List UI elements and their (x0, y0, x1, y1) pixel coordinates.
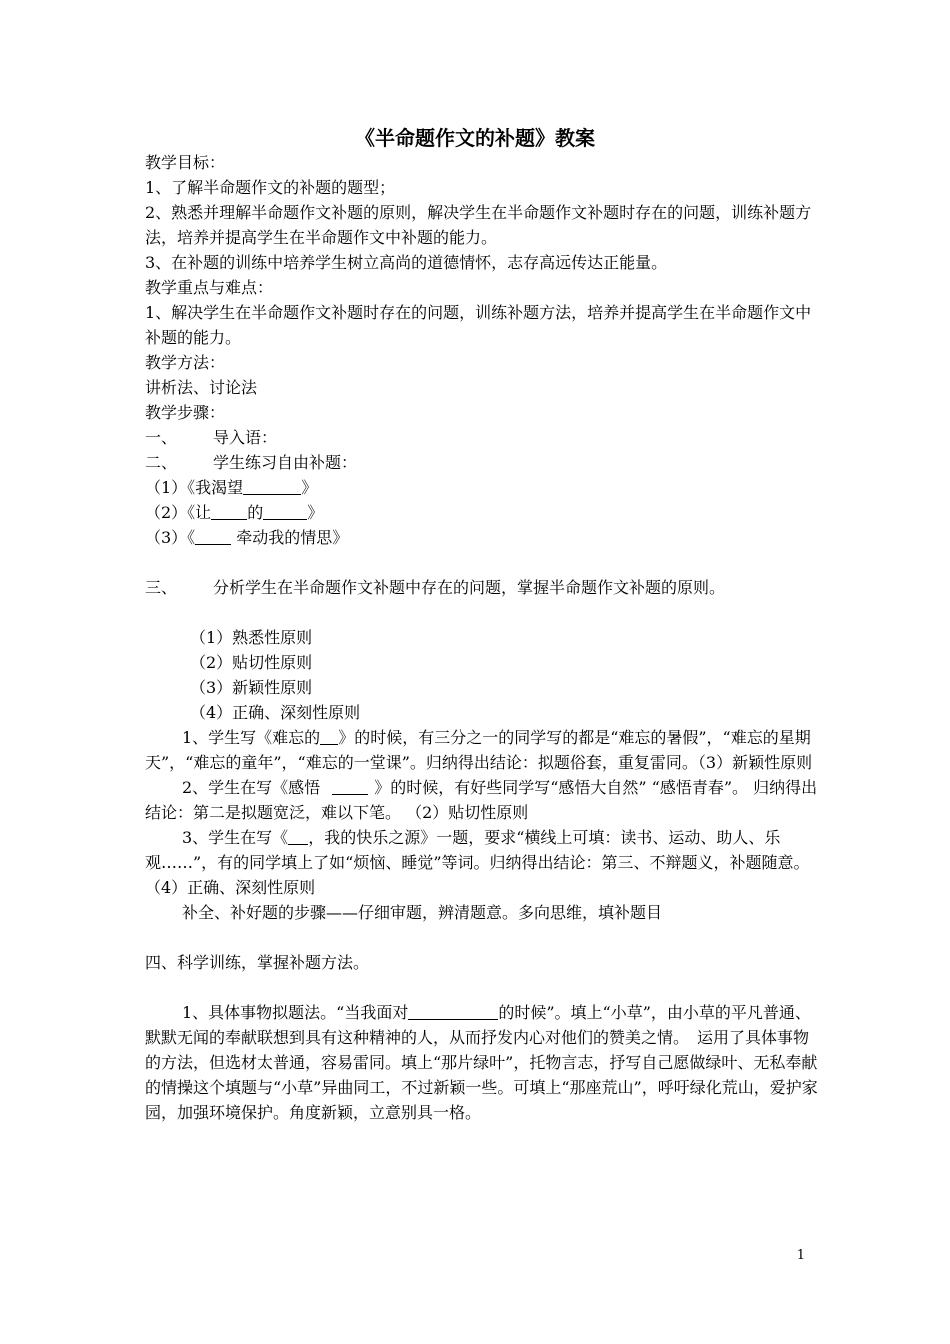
step-text: 分析学生在半命题作文补题中存在的问题，掌握半命题作文补题的原则。 (213, 578, 726, 597)
case-text: 》的时候，有好些同学写“感悟大自然” “感悟青春”。 归纳得出结论：第二是拟题宽泛，难以下笔。 （2）贴切性原则 (145, 778, 818, 822)
paragraph-text: 1、具体事物拟题法。“当我面对 (182, 1003, 409, 1022)
summary-text: 补全、补好题的步骤——仔细审题，辨清题意。多向思维，填补题目 (182, 903, 663, 922)
fill-blank (263, 503, 307, 520)
step-text: 导入语： (213, 428, 278, 447)
case-text: ，我的快乐之源》一题，要求“横线上可填：读书、运动、助人、乐观……”，有的同学填上了如“烦恼、睡觉”等词。归纳得出结论：第三、不辩题义，补题随意。（4）正确、深刻性原则 (145, 828, 810, 897)
method-heading: 教学方法： (145, 353, 226, 372)
case-text: 1、学生写《难忘的 (182, 728, 321, 747)
exercise-text: 牵动我的情思》 (231, 528, 349, 547)
fill-blank (211, 503, 247, 520)
goal-item: 1、了解半命题作文的补题的题型； (145, 178, 396, 197)
exercise-item (145, 475, 820, 500)
document-title: 《半命题作文的补题》教案 (355, 126, 595, 150)
fill-blank (288, 828, 308, 845)
key-point-item: 1、解决学生在半命题作文补题时存在的问题，训练补题方法，培养并提高学生在半命题作文中补题的能力。 (145, 303, 812, 347)
step-one (145, 425, 820, 450)
principle-item: （4）正确、深刻性原则 (190, 703, 361, 722)
goal-item: 3、在补题的训练中培养学生树立高尚的道德情怀，志存高远传达正能量。 (145, 253, 668, 272)
key-points-heading: 教学重点与难点： (145, 278, 274, 297)
steps-heading: 教学步骤： (145, 403, 226, 422)
case-text: 2、学生在写《感悟 (182, 778, 321, 797)
principle-item: （3）新颖性原则 (190, 678, 313, 697)
principle-item: （1）熟悉性原则 (190, 628, 313, 647)
exercise-text: 的 (247, 503, 264, 522)
method-text: 讲析法、讨论法 (145, 378, 258, 397)
exercise-text: （1）《我渴望 (145, 478, 244, 497)
method-paragraph (145, 1000, 820, 1125)
step-two (145, 450, 820, 475)
goal-item: 2、熟悉并理解半命题作文补题的原则，解决学生在半命题作文补题时存在的问题，训练补题方法，培养并提高学生在半命题作文中补题的能力。 (145, 203, 812, 247)
step-number: 二、 (145, 453, 178, 472)
exercise-text: （3）《 (145, 528, 196, 547)
case-paragraph (145, 825, 820, 900)
principle-item: （2）贴切性原则 (190, 653, 313, 672)
document-body (145, 150, 820, 1125)
step-number: 一、 (145, 428, 178, 447)
exercise-item (145, 525, 820, 550)
case-paragraph (145, 725, 820, 775)
step-three (145, 575, 820, 600)
fill-blank (243, 478, 301, 495)
fill-blank (320, 728, 338, 745)
fill-blank (195, 528, 231, 545)
exercise-text: （2）《让 (145, 503, 212, 522)
exercise-text: 》 (301, 478, 318, 497)
case-paragraph (145, 775, 820, 825)
case-text: 3、学生在写《 (182, 828, 289, 847)
step-text: 学生练习自由补题： (213, 453, 358, 472)
exercise-text: 》 (307, 503, 324, 522)
step-number: 三、 (145, 578, 178, 597)
paragraph-text: 的时候”。填上“小草”，由小草的平凡普通、默默无闻的奉献联想到具有这种精神的人，从而抒发内心对他们的赞美之情。 运用了具体事物的方法，但选材太普通，容易雷同。填上“那片绿叶”，托物言志，抒写自己愿做绿叶、无私奉献的情操这个填题与“小草”异曲同工，不过新颖一些。可填上“那座荒山”，呼吁绿化荒山，爱护家园，加强环境保护。角度新颖，立意别具一格。 (145, 1003, 818, 1122)
goals-heading: 教学目标： (145, 153, 226, 172)
fill-blank (332, 778, 368, 795)
page-number: 1 (796, 1248, 805, 1263)
fill-blank (408, 1003, 498, 1020)
step-four: 四、科学训练，掌握补题方法。 (145, 953, 370, 972)
exercise-item (145, 500, 820, 525)
case-text: 》的时候，有三分之一的同学写的都是“难忘的暑假”，“难忘的星期天”，“难忘的童年”，“难忘的一堂课”。归纳得出结论：拟题俗套，重复雷同。（3）新颖性原则 (145, 728, 813, 772)
